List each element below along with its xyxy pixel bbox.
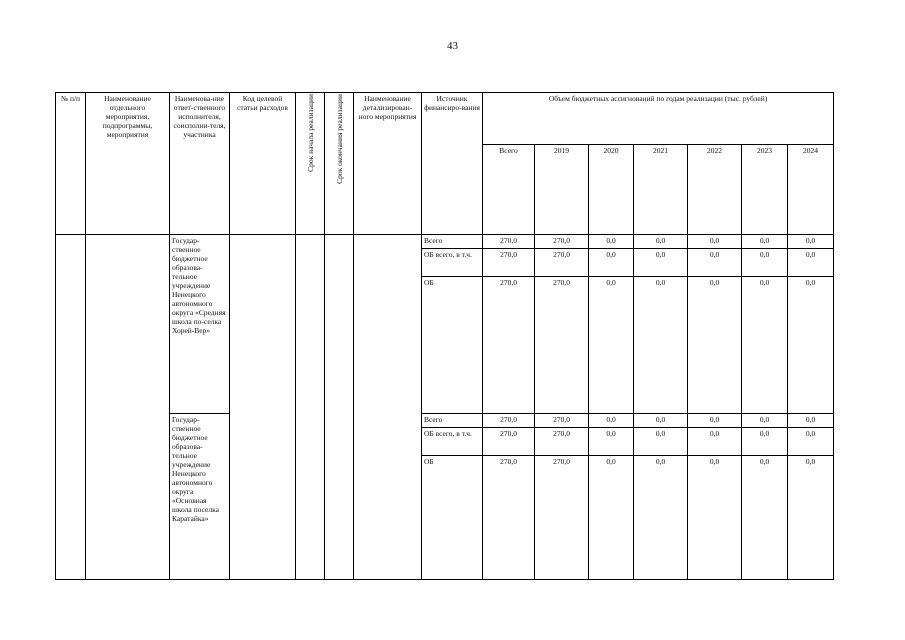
cell-value: 0,0	[688, 455, 742, 579]
cell-value: 0,0	[742, 413, 788, 427]
cell-value: 0,0	[589, 455, 634, 579]
cell-value: 270,0	[483, 455, 535, 579]
cell-value: 0,0	[634, 235, 688, 249]
cell-source: Всего	[422, 235, 483, 249]
table-row	[56, 413, 834, 427]
cell-value: 270,0	[535, 249, 589, 277]
cell-value: 0,0	[589, 235, 634, 249]
cell-value: 0,0	[788, 413, 834, 427]
cell-value: 0,0	[742, 427, 788, 455]
cell-target-code	[230, 235, 296, 580]
cell-num	[56, 235, 86, 580]
header-event-name: Наименование отдельного мероприятия, подпрограммы, мероприятия	[86, 93, 170, 235]
cell-value: 270,0	[483, 249, 535, 277]
cell-value: 270,0	[483, 413, 535, 427]
cell-value: 0,0	[742, 249, 788, 277]
header-year-2023: 2023	[742, 145, 788, 235]
cell-value: 270,0	[535, 277, 589, 413]
header-budget-group: Объем бюджетных ассигнований по годам реализации (тыс. рублей)	[483, 93, 834, 145]
cell-value: 0,0	[688, 413, 742, 427]
cell-value: 0,0	[788, 455, 834, 579]
cell-executor: Государ-ственное бюджетное образова-тельное учреждение Ненецкого автономного округа «Основная школа поселка Каратайка»	[170, 413, 230, 579]
cell-value: 0,0	[788, 235, 834, 249]
cell-value: 0,0	[589, 427, 634, 455]
cell-source: ОБ всего, в т.ч.	[422, 249, 483, 277]
cell-value: 0,0	[634, 277, 688, 413]
header-year-2021: 2021	[634, 145, 688, 235]
header-year-total: Всего	[483, 145, 535, 235]
cell-start-period	[296, 235, 325, 580]
cell-value: 0,0	[688, 427, 742, 455]
cell-source: Всего	[422, 413, 483, 427]
header-detail-name: Наименование детализирован-ного мероприятия	[354, 93, 422, 235]
cell-value: 0,0	[634, 455, 688, 579]
cell-value: 0,0	[634, 413, 688, 427]
cell-event-name	[86, 235, 170, 580]
cell-source: ОБ	[422, 455, 483, 579]
header-executor: Наименова-ние ответ-ственного исполнителя, соисполни-теля, участника	[170, 93, 230, 235]
cell-source: ОБ всего, в т.ч.	[422, 427, 483, 455]
header-end-period-label: Срок окончания реализации	[334, 94, 344, 184]
header-year-2019: 2019	[535, 145, 589, 235]
budget-table	[55, 92, 834, 580]
cell-value: 0,0	[688, 249, 742, 277]
page-number: 43	[447, 40, 458, 52]
cell-value: 0,0	[742, 455, 788, 579]
cell-value: 270,0	[483, 235, 535, 249]
cell-value: 0,0	[688, 235, 742, 249]
cell-value: 270,0	[535, 427, 589, 455]
table-row	[56, 235, 834, 249]
header-num: № п/п	[56, 93, 86, 235]
header-funding-source: Источник финансиро-вания	[422, 93, 483, 235]
cell-executor: Государ-ственное бюджетное образова-тельное учреждение Ненецкого автономного округа «Средняя школа по-селка Хорей-Вер»	[170, 235, 230, 413]
cell-value: 0,0	[788, 427, 834, 455]
header-year-2020: 2020	[589, 145, 634, 235]
header-year-2024: 2024	[788, 145, 834, 235]
cell-value: 270,0	[535, 235, 589, 249]
cell-value: 0,0	[742, 277, 788, 413]
header-start-period	[296, 93, 325, 235]
header-start-period-label: Срок начала реализации	[305, 94, 315, 172]
cell-value: 270,0	[535, 455, 589, 579]
cell-value: 270,0	[483, 277, 535, 413]
header-target-code: Код целевой статьи расходов	[230, 93, 296, 235]
cell-source: ОБ	[422, 277, 483, 413]
cell-value: 0,0	[742, 235, 788, 249]
cell-value: 0,0	[589, 249, 634, 277]
cell-value: 0,0	[634, 427, 688, 455]
cell-value: 0,0	[688, 277, 742, 413]
cell-detail-name	[354, 235, 422, 580]
cell-value: 270,0	[535, 413, 589, 427]
cell-end-period	[325, 235, 354, 580]
cell-value: 0,0	[589, 277, 634, 413]
cell-value: 0,0	[788, 249, 834, 277]
cell-value: 0,0	[634, 249, 688, 277]
header-year-2022: 2022	[688, 145, 742, 235]
header-end-period	[325, 93, 354, 235]
cell-value: 0,0	[589, 413, 634, 427]
cell-value: 270,0	[483, 427, 535, 455]
cell-value: 0,0	[788, 277, 834, 413]
